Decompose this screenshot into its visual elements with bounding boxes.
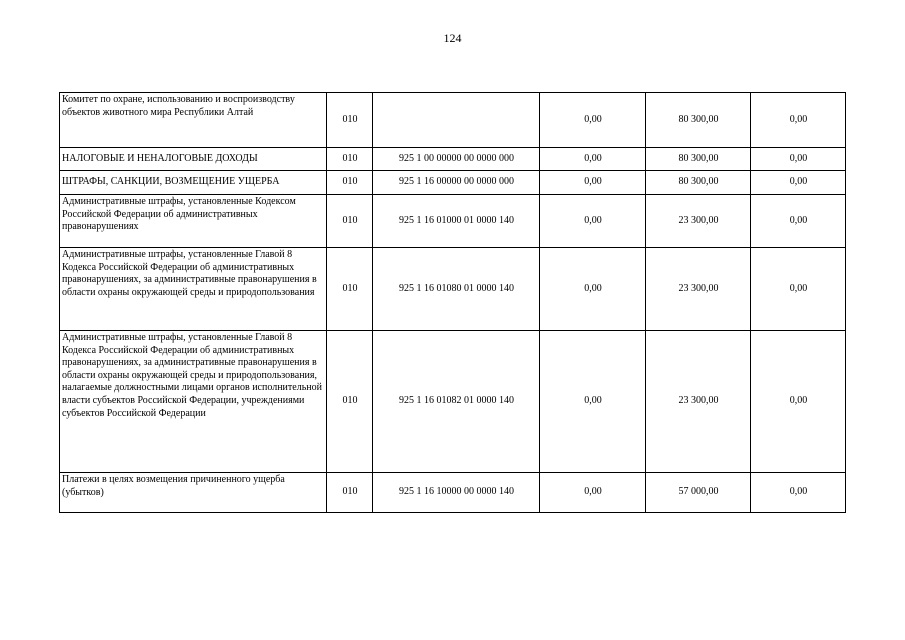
row-value-cell: 80 300,00 xyxy=(646,93,751,148)
row-value-cell: 0,00 xyxy=(751,473,846,513)
row-kbk-cell xyxy=(373,93,540,148)
row-kbk-cell: 925 1 00 00000 00 0000 000 xyxy=(373,148,540,171)
row-value-cell: 23 300,00 xyxy=(646,248,751,331)
row-value-cell: 0,00 xyxy=(751,93,846,148)
table-row xyxy=(60,93,846,148)
row-value-cell: 0,00 xyxy=(540,195,646,248)
row-value-cell: 0,00 xyxy=(540,331,646,473)
table-row xyxy=(60,473,846,513)
row-code-cell: 010 xyxy=(327,195,373,248)
row-value-cell: 0,00 xyxy=(540,248,646,331)
row-name-cell: НАЛОГОВЫЕ И НЕНАЛОГОВЫЕ ДОХОДЫ xyxy=(60,148,327,171)
table-row xyxy=(60,148,846,171)
row-value-cell: 23 300,00 xyxy=(646,195,751,248)
row-value-cell: 0,00 xyxy=(751,248,846,331)
row-code-cell: 010 xyxy=(327,473,373,513)
row-value-cell: 0,00 xyxy=(751,171,846,195)
row-kbk-cell: 925 1 16 01080 01 0000 140 xyxy=(373,248,540,331)
row-code-cell: 010 xyxy=(327,331,373,473)
row-name-cell: ШТРАФЫ, САНКЦИИ, ВОЗМЕЩЕНИЕ УЩЕРБА xyxy=(60,171,327,195)
row-kbk-cell: 925 1 16 00000 00 0000 000 xyxy=(373,171,540,195)
row-name-cell: Административные штрафы, установленные Главой 8 Кодекса Российской Федерации об административных правонарушениях, за административные правонарушения в области охраны окружающей среды и природопользования, налагаемые должностными лицами органов исполнительной власти субъектов Российской Федерации, учреждениями субъектов Российской Федерации xyxy=(60,331,327,473)
row-name-cell: Административные штрафы, установленные Кодексом Российской Федерации об административных правонарушениях xyxy=(60,195,327,248)
row-value-cell: 57 000,00 xyxy=(646,473,751,513)
table-row xyxy=(60,195,846,248)
row-value-cell: 0,00 xyxy=(540,148,646,171)
row-code-cell: 010 xyxy=(327,93,373,148)
row-value-cell: 0,00 xyxy=(751,331,846,473)
row-value-cell: 0,00 xyxy=(540,473,646,513)
row-code-cell: 010 xyxy=(327,148,373,171)
row-kbk-cell: 925 1 16 01082 01 0000 140 xyxy=(373,331,540,473)
row-value-cell: 0,00 xyxy=(751,148,846,171)
row-kbk-cell: 925 1 16 10000 00 0000 140 xyxy=(373,473,540,513)
row-code-cell: 010 xyxy=(327,248,373,331)
row-value-cell: 0,00 xyxy=(540,93,646,148)
row-name-cell: Комитет по охране, использованию и воспроизводству объектов животного мира Республики Алтай xyxy=(60,93,327,148)
row-value-cell: 80 300,00 xyxy=(646,148,751,171)
row-value-cell: 80 300,00 xyxy=(646,171,751,195)
row-value-cell: 0,00 xyxy=(751,195,846,248)
row-name-cell: Административные штрафы, установленные Главой 8 Кодекса Российской Федерации об административных правонарушениях, за административные правонарушения в области охраны окружающей среды и природопользования xyxy=(60,248,327,331)
table-row xyxy=(60,248,846,331)
revenue-table xyxy=(59,92,846,513)
table-row xyxy=(60,331,846,473)
row-value-cell: 0,00 xyxy=(540,171,646,195)
table-row xyxy=(60,171,846,195)
row-code-cell: 010 xyxy=(327,171,373,195)
row-value-cell: 23 300,00 xyxy=(646,331,751,473)
row-name-cell: Платежи в целях возмещения причиненного ущерба (убытков) xyxy=(60,473,327,513)
page-number: 124 xyxy=(443,31,462,45)
row-kbk-cell: 925 1 16 01000 01 0000 140 xyxy=(373,195,540,248)
